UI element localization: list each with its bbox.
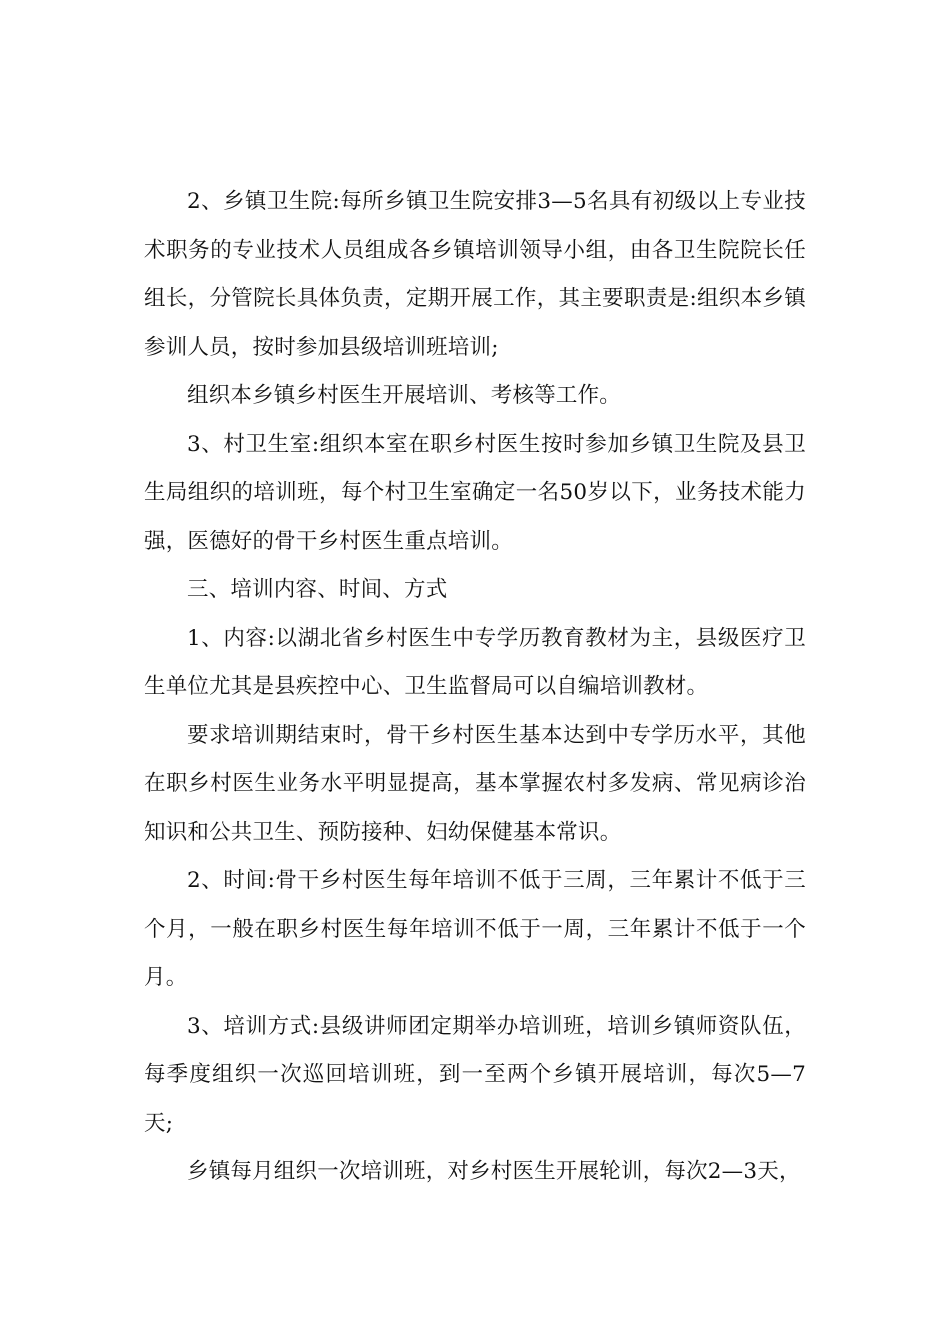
paragraph-content: 1、内容:以湖北省乡村医生中专学历教育教材为主，县级医疗卫生单位尤其是县疾控中心、卫生监督局可以自编培训教材。 (144, 625, 806, 699)
paragraph-time: 2、时间:骨干乡村医生每年培训不低于三周，三年累计不低于三个月，一般在职乡村医生每年培训不低于一周，三年累计不低于一个月。 (144, 868, 806, 990)
paragraph-training-method: 3、培训方式:县级讲师团定期举办培训班，培训乡镇师资队伍，每季度组织一次巡回培训班，到一至两个乡镇开展培训，每次5—7天; (144, 1013, 806, 1136)
paragraph-township-hospital: 2、乡镇卫生院:每所乡镇卫生院安排3—5名具有初级以上专业技术职务的专业技术人员组成各乡镇培训领导小组，由各卫生院院长任组长，分管院长具体负责，定期开展工作，其主要职责是:组织本乡镇参训人员，按时参加县级培训班培训; (144, 189, 806, 360)
paragraph-monthly-training: 乡镇每月组织一次培训班，对乡村医生开展轮训，每次2—3天， (187, 1159, 801, 1184)
paragraph-village-clinic: 3、村卫生室:组织本室在职乡村医生按时参加乡镇卫生院及县卫生局组织的培训班，每个村卫生室确定一名50岁以下，业务技术能力强，医德好的骨干乡村医生重点培训。 (144, 431, 806, 554)
paragraph-township-training: 组织本乡镇乡村医生开展培训、考核等工作。 (187, 383, 622, 408)
document-body (144, 178, 806, 1197)
section-heading-training: 三、培训内容、时间、方式 (187, 577, 448, 602)
paragraph-requirements: 要求培训期结束时，骨干乡村医生基本达到中专学历水平，其他在职乡村医生业务水平明显提高，基本掌握农村多发病、常见病诊治知识和公共卫生、预防接种、妇幼保健基本常识。 (144, 722, 806, 845)
